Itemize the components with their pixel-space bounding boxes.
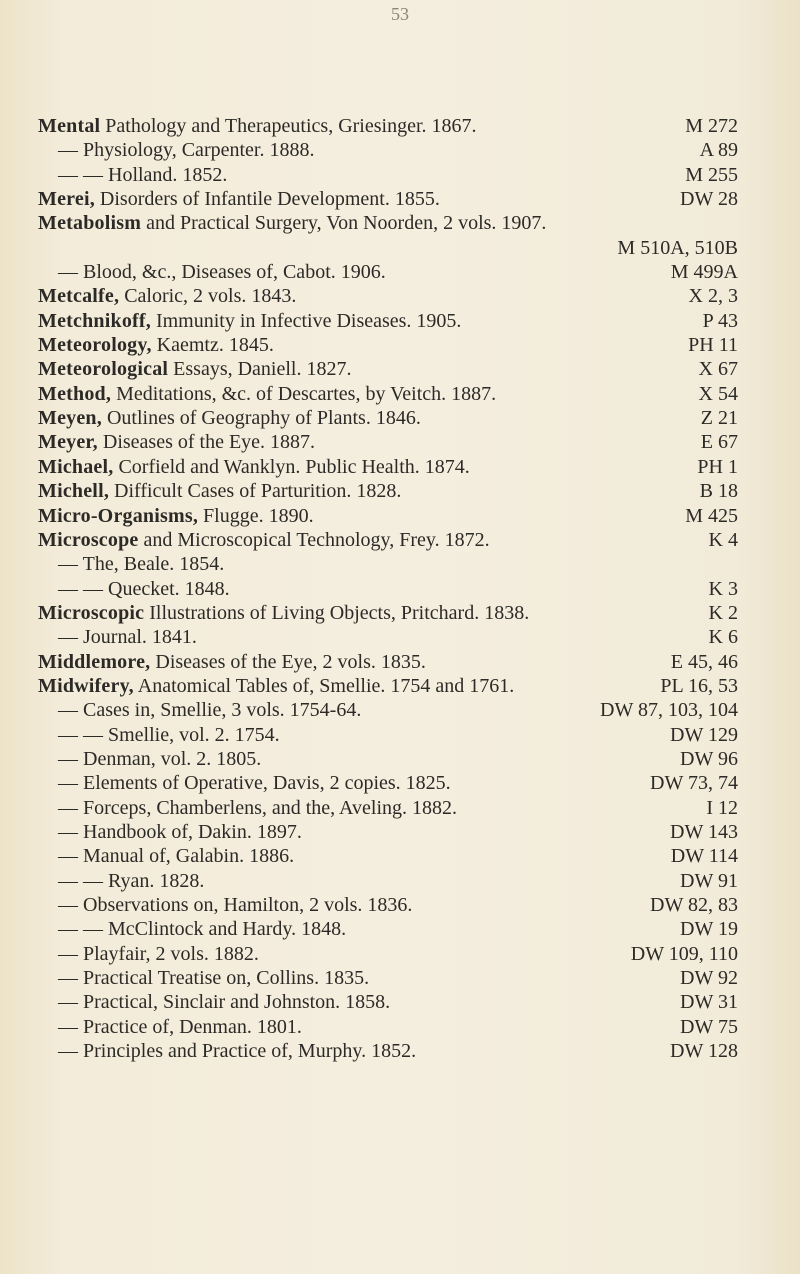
entry-text bbox=[58, 990, 390, 1014]
entry-text bbox=[38, 430, 315, 454]
index-entry bbox=[38, 844, 738, 868]
index-entry bbox=[38, 528, 738, 552]
entry-text bbox=[38, 309, 461, 333]
entry-title: — Principles and Practice of, Murphy. 1852. bbox=[58, 1040, 417, 1063]
entry-title: — Playfair, 2 vols. 1882. bbox=[58, 942, 259, 965]
entry-text bbox=[58, 1015, 302, 1039]
entry-heading: Middlemore, bbox=[38, 650, 151, 673]
shelf-code: DW 87, 103, 104 bbox=[600, 699, 738, 722]
index-entry bbox=[38, 917, 738, 941]
shelf-code: DW 82, 83 bbox=[650, 894, 738, 916]
entry-text bbox=[58, 771, 451, 795]
index-entry bbox=[38, 723, 738, 747]
index-entry bbox=[38, 284, 738, 308]
index-entry bbox=[38, 211, 738, 235]
entry-heading: Metabolism bbox=[38, 212, 142, 235]
shelf-code: K 6 bbox=[708, 626, 738, 649]
shelf-code: DW 75 bbox=[680, 1015, 738, 1038]
index-entry bbox=[38, 771, 738, 795]
entry-text bbox=[38, 455, 470, 479]
index-entry bbox=[38, 163, 738, 187]
entry-title: — — Smellie, vol. 2. 1754. bbox=[58, 723, 280, 746]
shelf-code: DW 96 bbox=[680, 747, 738, 770]
shelf-code: K 4 bbox=[708, 528, 738, 551]
entry-title: — — Quecket. 1848. bbox=[58, 577, 230, 600]
entry-heading: Michell, bbox=[38, 480, 110, 503]
entry-title: — Observations on, Hamilton, 2 vols. 1836. bbox=[58, 894, 413, 916]
page-number: 53 bbox=[391, 4, 409, 24]
entry-title: — Physiology, Carpenter. 1888. bbox=[58, 139, 315, 162]
entry-text bbox=[58, 917, 346, 941]
entry-title: Anatomical Tables of, Smellie. 1754 and 1761. bbox=[133, 674, 515, 697]
index-entry bbox=[38, 357, 738, 381]
shelf-code: DW 92 bbox=[680, 967, 738, 990]
entry-text bbox=[58, 723, 280, 747]
entry-text bbox=[58, 163, 227, 187]
index-entry bbox=[38, 966, 738, 990]
entry-text bbox=[38, 504, 314, 528]
entry-title: — Forceps, Chamberlens, and the, Aveling. 1882. bbox=[58, 796, 458, 819]
entry-title: — — Ryan. 1828. bbox=[58, 869, 205, 892]
shelf-code: E 45, 46 bbox=[670, 650, 738, 673]
index-entry bbox=[38, 309, 738, 333]
entry-title: and Microscopical Technology, Frey. 1872. bbox=[138, 528, 490, 551]
index-entry bbox=[38, 601, 738, 625]
entry-text bbox=[38, 650, 426, 674]
index-entry bbox=[38, 382, 738, 406]
index-entry bbox=[38, 796, 738, 820]
index-entry bbox=[38, 893, 738, 917]
entry-heading: Meyen, bbox=[38, 407, 102, 430]
entry-title: Immunity in Infective Diseases. 1905. bbox=[150, 309, 462, 332]
entry-title: — — Holland. 1852. bbox=[58, 163, 228, 186]
shelf-code: DW 129 bbox=[670, 723, 738, 746]
entry-heading: Midwifery, bbox=[38, 674, 134, 697]
shelf-code: M 255 bbox=[685, 163, 738, 186]
entry-text bbox=[58, 260, 386, 284]
index-entry bbox=[38, 942, 738, 966]
entry-title: Disorders of Infantile Development. 1855. bbox=[94, 188, 440, 211]
shelf-code: I 12 bbox=[706, 796, 738, 819]
entry-text bbox=[58, 698, 361, 722]
entry-title: Meditations, &c. of Descartes, by Veitch. 1887. bbox=[111, 382, 497, 405]
entry-title: Corfield and Wanklyn. Public Health. 1874. bbox=[113, 455, 470, 478]
entry-text bbox=[38, 114, 477, 138]
entry-title: — Elements of Operative, Davis, 2 copies. 1825. bbox=[58, 772, 451, 795]
entry-text bbox=[38, 674, 514, 698]
entry-title: — Blood, &c., Diseases of, Cabot. 1906. bbox=[58, 261, 386, 284]
shelf-code: K 3 bbox=[708, 577, 738, 600]
index-entry bbox=[38, 820, 738, 844]
entry-title: — Journal. 1841. bbox=[58, 626, 197, 649]
entry-text bbox=[38, 479, 401, 503]
shelf-code: DW 91 bbox=[680, 869, 738, 892]
entry-heading: Metchnikoff, bbox=[38, 309, 151, 332]
shelf-code: X 67 bbox=[698, 358, 738, 381]
entry-text bbox=[58, 893, 412, 917]
index-entry bbox=[38, 406, 738, 430]
entry-title: Pathology and Therapeutics, Griesinger. 1867. bbox=[100, 115, 477, 137]
shelf-code: M 425 bbox=[685, 504, 738, 527]
index-entry bbox=[38, 504, 738, 528]
entry-text bbox=[58, 577, 230, 601]
shelf-code: K 2 bbox=[708, 601, 738, 624]
entry-heading: Meteorology, bbox=[38, 334, 152, 357]
entry-heading: Method, bbox=[38, 382, 112, 405]
entry-text bbox=[38, 528, 490, 552]
index-entry bbox=[38, 138, 738, 162]
shelf-code: M 272 bbox=[685, 115, 738, 137]
entry-text bbox=[58, 796, 457, 820]
entry-title: — The, Beale. 1854. bbox=[58, 553, 225, 576]
entry-title: Caloric, 2 vols. 1843. bbox=[119, 285, 297, 308]
entry-text bbox=[58, 552, 224, 576]
index-entry bbox=[38, 114, 738, 138]
shelf-code: DW 73, 74 bbox=[650, 772, 738, 795]
entry-text bbox=[58, 820, 302, 844]
shelf-code: DW 114 bbox=[670, 845, 738, 868]
shelf-code: X 2, 3 bbox=[688, 285, 738, 308]
shelf-code: DW 109, 110 bbox=[630, 942, 738, 965]
shelf-code: X 54 bbox=[698, 382, 738, 405]
shelf-code: DW 128 bbox=[670, 1040, 738, 1063]
entry-title: — Handbook of, Dakin. 1897. bbox=[58, 820, 302, 843]
entry-text bbox=[38, 601, 529, 625]
entry-heading: Meteorological bbox=[38, 358, 169, 381]
index-entry bbox=[38, 333, 738, 357]
entry-title: Essays, Daniell. 1827. bbox=[168, 358, 352, 381]
index-entry bbox=[38, 430, 738, 454]
entry-title: Flugge. 1890. bbox=[198, 504, 314, 527]
entry-heading: Microscope bbox=[38, 528, 139, 551]
shelf-code: PL 16, 53 bbox=[660, 674, 738, 697]
index-entry bbox=[38, 1039, 738, 1063]
entry-text bbox=[58, 747, 261, 771]
entry-title: Diseases of the Eye. 1887. bbox=[97, 431, 316, 454]
index-entry bbox=[38, 577, 738, 601]
index-entry bbox=[38, 674, 738, 698]
index-entry bbox=[38, 698, 738, 722]
entry-text bbox=[58, 942, 259, 966]
entry-text bbox=[38, 211, 546, 235]
entry-title: Diseases of the Eye, 2 vols. 1835. bbox=[150, 650, 426, 673]
shelf-code: M 499A bbox=[670, 261, 738, 284]
entry-title: — Practical Treatise on, Collins. 1835. bbox=[58, 967, 370, 990]
shelf-code: DW 31 bbox=[680, 991, 738, 1014]
shelf-code: M 510A, 510B bbox=[617, 236, 738, 259]
index-entry bbox=[38, 236, 738, 260]
entry-text bbox=[58, 869, 204, 893]
shelf-code: B 18 bbox=[699, 480, 738, 503]
entry-heading: Merei, bbox=[38, 188, 95, 211]
entry-heading: Micro-Organisms, bbox=[38, 504, 199, 527]
entry-title: and Practical Surgery, Von Noorden, 2 vols. 1907. bbox=[141, 212, 547, 235]
entry-text bbox=[58, 1039, 416, 1063]
index-entry bbox=[38, 479, 738, 503]
shelf-code: PH 1 bbox=[697, 455, 738, 478]
entry-title: — Denman, vol. 2. 1805. bbox=[58, 747, 262, 770]
entry-text bbox=[38, 284, 296, 308]
index-entry bbox=[38, 625, 738, 649]
entry-text bbox=[58, 844, 294, 868]
shelf-code: PH 11 bbox=[688, 334, 738, 357]
entry-text bbox=[38, 187, 440, 211]
entry-title: Difficult Cases of Parturition. 1828. bbox=[109, 480, 402, 503]
entry-title: — Manual of, Galabin. 1886. bbox=[58, 845, 295, 868]
index-entry bbox=[38, 552, 738, 576]
entry-text bbox=[38, 333, 274, 357]
entry-title: Illustrations of Living Objects, Pritchard. 1838. bbox=[144, 601, 530, 624]
entry-heading: Michael, bbox=[38, 455, 114, 478]
entry-title: — — McClintock and Hardy. 1848. bbox=[58, 918, 347, 941]
entry-text bbox=[38, 357, 351, 381]
entry-text bbox=[58, 138, 314, 162]
shelf-code: E 67 bbox=[700, 431, 738, 454]
entry-title: — Practical, Sinclair and Johnston. 1858. bbox=[58, 991, 391, 1014]
shelf-code: DW 28 bbox=[680, 188, 738, 211]
shelf-code: A 89 bbox=[699, 139, 738, 162]
entry-title: — Cases in, Smellie, 3 vols. 1754-64. bbox=[58, 699, 362, 722]
shelf-code: DW 143 bbox=[670, 820, 738, 843]
entry-text bbox=[38, 382, 496, 406]
entry-text bbox=[38, 406, 421, 430]
index-entry bbox=[38, 869, 738, 893]
index-entry bbox=[38, 455, 738, 479]
entry-title: Kaemtz. 1845. bbox=[151, 334, 274, 357]
index-entry bbox=[38, 990, 738, 1014]
entry-title: — Practice of, Denman. 1801. bbox=[58, 1015, 302, 1038]
index-entries bbox=[38, 114, 738, 1063]
index-entry bbox=[38, 650, 738, 674]
index-entry bbox=[38, 260, 738, 284]
shelf-code: P 43 bbox=[702, 309, 738, 332]
index-entry bbox=[38, 1015, 738, 1039]
index-entry bbox=[38, 187, 738, 211]
entry-heading: Metcalfe, bbox=[38, 285, 120, 308]
entry-text bbox=[58, 625, 197, 649]
shelf-code: Z 21 bbox=[700, 407, 738, 430]
entry-heading: Meyer, bbox=[38, 431, 98, 454]
entry-heading: Microscopic bbox=[38, 601, 145, 624]
entry-text bbox=[58, 966, 369, 990]
shelf-code: DW 19 bbox=[680, 918, 738, 941]
entry-heading: Mental bbox=[38, 115, 101, 137]
index-entry bbox=[38, 747, 738, 771]
entry-title: Outlines of Geography of Plants. 1846. bbox=[101, 407, 421, 430]
